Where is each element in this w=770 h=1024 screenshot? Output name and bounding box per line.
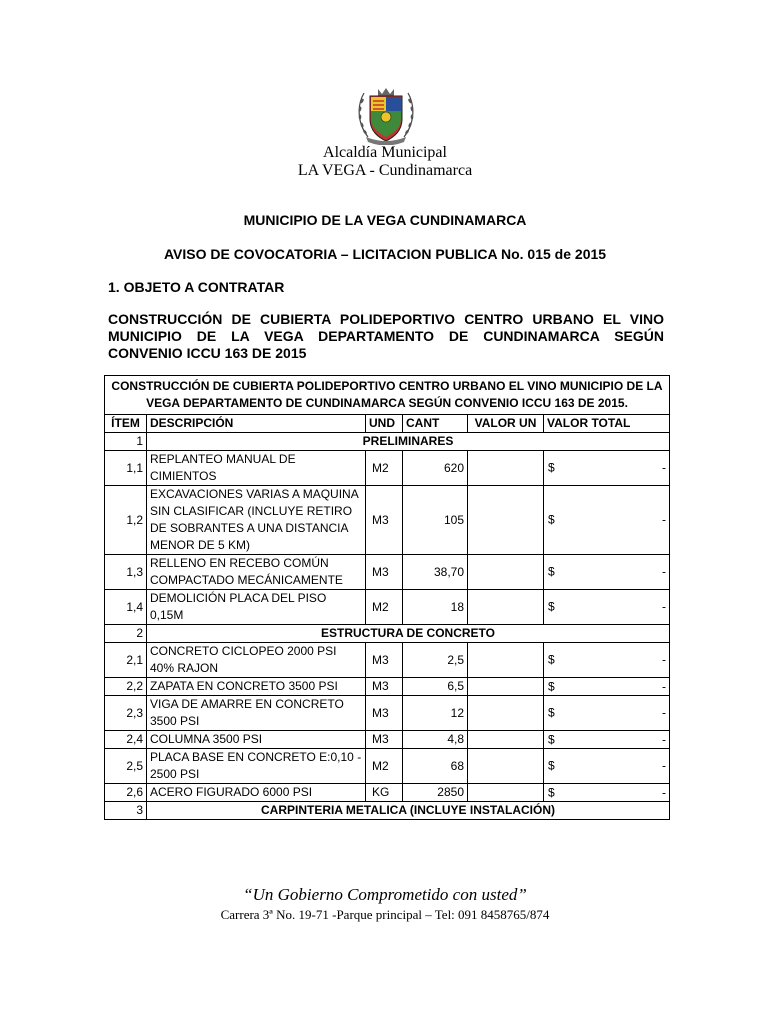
row-quantity: 38,70	[403, 555, 468, 590]
row-description: ZAPATA EN CONCRETO 3500 PSI	[147, 678, 366, 696]
header-description: DESCRIPCIÓN	[147, 415, 366, 433]
row-description: CONCRETO CICLOPEO 2000 PSI 40% RAJON	[147, 643, 366, 678]
total-dash: -	[662, 732, 666, 746]
row-item: 2,4	[105, 731, 147, 749]
table-title: CONSTRUCCIÓN DE CUBIERTA POLIDEPORTIVO CENTRO URBANO EL VINO MUNICIPIO DE LA VEGA DEPARTAMENTO DE CUNDINAMARCA SEGÚN CONVENIO ICCU 163 DE 2015.	[105, 376, 670, 415]
category-row	[105, 433, 670, 451]
row-item: 2,1	[105, 643, 147, 678]
currency-symbol: $	[548, 758, 555, 773]
municipality-heading: MUNICIPIO DE LA VEGA CUNDINAMARCA	[243, 212, 527, 228]
row-unit-value	[468, 451, 544, 486]
alcaldia-subtitle: LA VEGA - Cundinamarca	[297, 162, 473, 179]
header-quantity: CANT	[403, 415, 468, 433]
table-header-row	[105, 415, 670, 433]
budget-table	[104, 375, 670, 820]
row-quantity: 6,5	[403, 678, 468, 696]
row-unit: M3	[366, 486, 403, 555]
row-item: 1,2	[105, 486, 147, 555]
table-row	[105, 749, 670, 784]
row-total	[544, 643, 670, 678]
row-description: PLACA BASE EN CONCRETO E:0,10 - 2500 PSI	[147, 749, 366, 784]
row-unit: M3	[366, 696, 403, 731]
header-unit: UND	[366, 415, 403, 433]
row-item: 2,2	[105, 678, 147, 696]
table-row	[105, 784, 670, 802]
row-total	[544, 696, 670, 731]
currency-symbol: $	[548, 732, 555, 746]
row-unit: M3	[366, 555, 403, 590]
row-description: REPLANTEO MANUAL DE CIMIENTOS	[147, 451, 366, 486]
alcaldia-title: Alcaldía Municipal	[323, 144, 447, 161]
table-row	[105, 451, 670, 486]
category-item: 3	[105, 802, 147, 820]
row-unit-value	[468, 784, 544, 802]
row-item: 2,6	[105, 784, 147, 802]
category-row	[105, 625, 670, 643]
notice-title: AVISO DE COVOCATORIA – LICITACION PUBLICA No. 015 de 2015	[163, 246, 607, 262]
coat-of-arms-icon	[354, 87, 418, 145]
row-total	[544, 451, 670, 486]
row-total	[544, 749, 670, 784]
currency-symbol: $	[548, 460, 555, 475]
row-unit-value	[468, 696, 544, 731]
row-quantity: 2,5	[403, 643, 468, 678]
table-row	[105, 643, 670, 678]
row-quantity: 620	[403, 451, 468, 486]
row-item: 2,5	[105, 749, 147, 784]
table-row	[105, 678, 670, 696]
row-unit-value	[468, 749, 544, 784]
row-quantity: 2850	[403, 784, 468, 802]
category-name: CARPINTERIA METALICA (INCLUYE INSTALACIÓN)	[147, 802, 670, 820]
row-item: 1,3	[105, 555, 147, 590]
total-dash: -	[662, 599, 666, 614]
currency-symbol: $	[548, 512, 555, 527]
total-dash: -	[662, 679, 666, 693]
currency-symbol: $	[548, 564, 555, 579]
row-unit-value	[468, 643, 544, 678]
total-dash: -	[662, 564, 666, 579]
row-item: 1,1	[105, 451, 147, 486]
total-dash: -	[662, 512, 666, 527]
row-quantity: 4,8	[403, 731, 468, 749]
row-quantity: 68	[403, 749, 468, 784]
row-unit-value	[468, 731, 544, 749]
total-dash: -	[662, 785, 666, 799]
total-dash: -	[662, 705, 666, 720]
row-total	[544, 486, 670, 555]
category-item: 1	[105, 433, 147, 451]
row-unit: M2	[366, 749, 403, 784]
row-total	[544, 784, 670, 802]
row-item: 1,4	[105, 590, 147, 625]
contract-object-text: CONSTRUCCIÓN DE CUBIERTA POLIDEPORTIVO CENTRO URBANO EL VINO MUNICIPIO DE LA VEGA DEPARTAMENTO DE CUNDINAMARCA SEGÚN CONVENIO ICCU 163 DE 2015	[108, 311, 664, 361]
row-total	[544, 555, 670, 590]
row-unit: M2	[366, 590, 403, 625]
currency-symbol: $	[548, 679, 555, 693]
row-unit: KG	[366, 784, 403, 802]
table-row	[105, 486, 670, 555]
table-row	[105, 555, 670, 590]
row-unit: M3	[366, 678, 403, 696]
row-description: ACERO FIGURADO 6000 PSI	[147, 784, 366, 802]
category-name: PRELIMINARES	[147, 433, 670, 451]
currency-symbol: $	[548, 599, 555, 614]
table-row	[105, 590, 670, 625]
row-item: 2,3	[105, 696, 147, 731]
category-row	[105, 802, 670, 820]
category-name: ESTRUCTURA DE CONCRETO	[147, 625, 670, 643]
row-unit: M2	[366, 451, 403, 486]
row-description: EXCAVACIONES VARIAS A MAQUINA SIN CLASIFICAR (INCLUYE RETIRO DE SOBRANTES A UNA DISTANCIA MENOR DE 5 KM)	[147, 486, 366, 555]
footer-slogan: “Un Gobierno Comprometido con usted”	[243, 885, 527, 904]
currency-symbol: $	[548, 785, 555, 799]
category-item: 2	[105, 625, 147, 643]
header-total-value: VALOR TOTAL	[544, 415, 670, 433]
row-total	[544, 590, 670, 625]
row-unit: M3	[366, 731, 403, 749]
total-dash: -	[662, 460, 666, 475]
row-description: DEMOLICIÓN PLACA DEL PISO 0,15M	[147, 590, 366, 625]
row-unit-value	[468, 590, 544, 625]
row-quantity: 12	[403, 696, 468, 731]
section-heading: 1. OBJETO A CONTRATAR	[108, 279, 285, 295]
header-unit-value: VALOR UN	[468, 415, 544, 433]
row-quantity: 18	[403, 590, 468, 625]
row-description: VIGA DE AMARRE EN CONCRETO 3500 PSI	[147, 696, 366, 731]
currency-symbol: $	[548, 705, 555, 720]
row-description: RELLENO EN RECEBO COMÚN COMPACTADO MECÁNICAMENTE	[147, 555, 366, 590]
footer-address: Carrera 3ª No. 19-71 -Parque principal – Tel: 091 8458765/874	[220, 907, 550, 922]
row-quantity: 105	[403, 486, 468, 555]
row-unit-value	[468, 555, 544, 590]
total-dash: -	[662, 758, 666, 773]
table-row	[105, 731, 670, 749]
row-unit-value	[468, 486, 544, 555]
row-unit: M3	[366, 643, 403, 678]
table-row	[105, 696, 670, 731]
currency-symbol: $	[548, 652, 555, 667]
row-total	[544, 678, 670, 696]
row-unit-value	[468, 678, 544, 696]
row-total	[544, 731, 670, 749]
row-description: COLUMNA 3500 PSI	[147, 731, 366, 749]
total-dash: -	[662, 652, 666, 667]
header-item: ÍTEM	[105, 415, 147, 433]
